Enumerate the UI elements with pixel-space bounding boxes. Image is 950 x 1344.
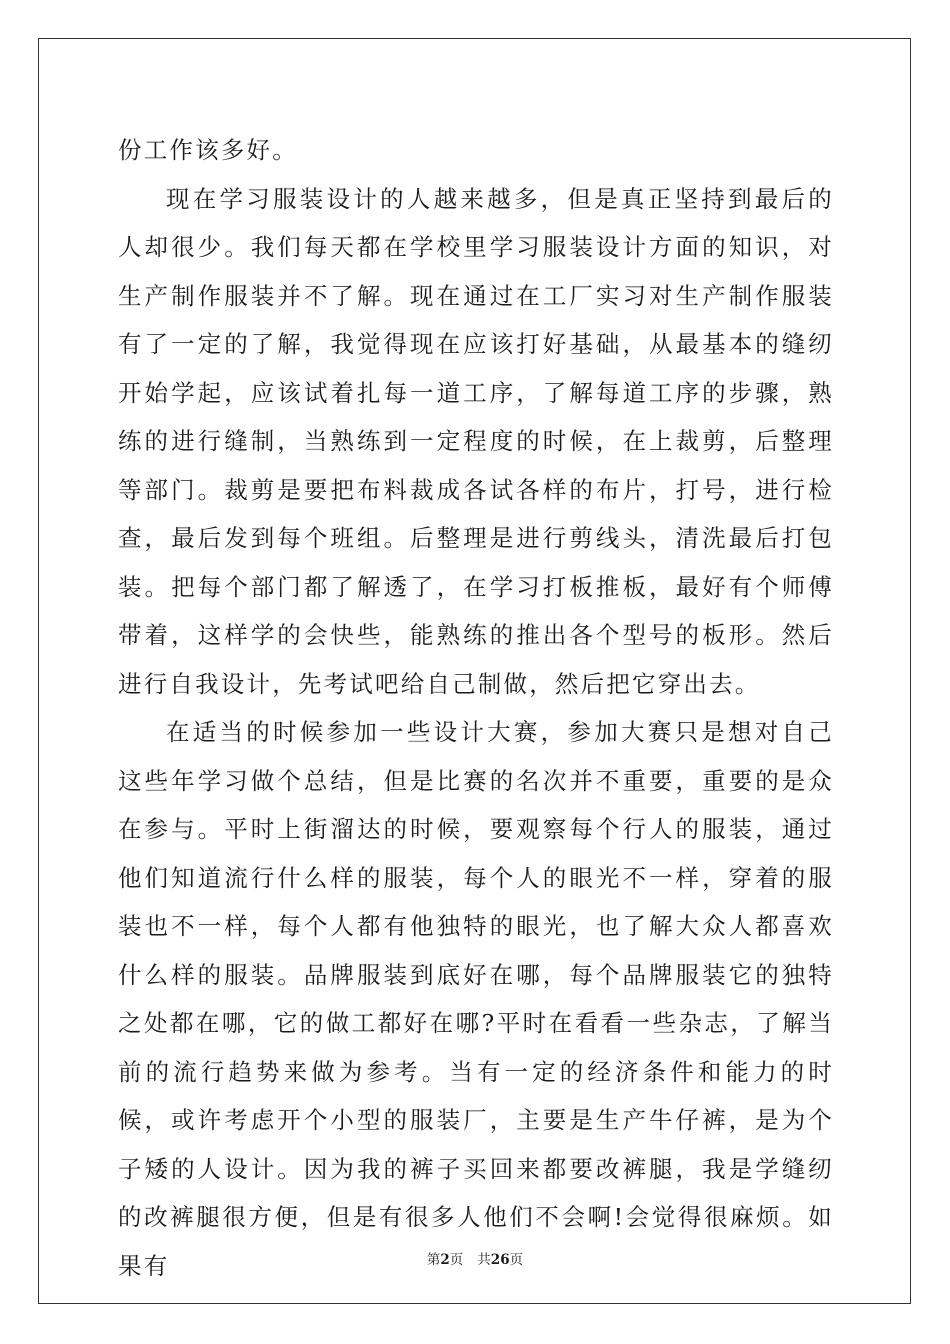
page-suffix: 页 bbox=[449, 1252, 464, 1268]
page-number: 2 bbox=[440, 1252, 450, 1268]
paragraph-2: 现在学习服装设计的人越来越多，但是真正坚持到最后的人却很少。我们每天都在学校里学习服装设计方面的知识，对生产制作服装并不了解。现在通过在工厂实习对生产制作服装有了一定的了解，我觉得现在应该打好基础，从最基本的缝纫开始学起，应该试着扎每一道工序，了解每道工序的步骤，熟练的进行缝制，当熟练到一定程度的时候，在上裁剪，后整理等部门。裁剪是要把布料裁成各试各样的布片，打号，进行检查，最后发到每个班组。后整理是进行剪线头，清洗最后打包装。把每个部门都了解透了，在学习打板推板，最好有个师傅带着，这样学的会快些，能熟练的推出各个型号的板形。然后进行自我设计，先考试吧给自己制做，然后把它穿出去。 bbox=[118, 184, 834, 698]
paragraph-1: 份工作该多好。 bbox=[118, 136, 298, 164]
total-suffix: 页 bbox=[509, 1252, 524, 1268]
total-pages: 26 bbox=[490, 1252, 510, 1268]
document-body bbox=[118, 126, 834, 1290]
page-prefix: 第 bbox=[426, 1252, 441, 1268]
total-prefix: 共 bbox=[477, 1252, 491, 1268]
paragraph-3: 在适当的时候参加一些设计大赛，参加大赛只是想对自己这些年学习做个总结，但是比赛的名次并不重要，重要的是众在参与。平时上街溜达的时候，要观察每个行人的服装，通过他们知道流行什么样的服装，每个人的眼光不一样，穿着的服装也不一样，每个人都有他独特的眼光，也了解大众人都喜欢什么样的服装。品牌服装到底好在哪，每个品牌服装它的独特之处都在哪，它的做工都好在哪?平时在看看一些杂志，了解当前的流行趋势来做为参考。当有一定的经济条件和能力的时候，或许考虑开个小型的服装厂，主要是生产牛仔裤，是为个子矮的人设计。因为我的裤子买回来都要改裤腿，我是学缝纫的改裤腿很方便，但是有很多人他们不会啊!会觉得很麻烦。如果有 bbox=[118, 718, 834, 1280]
page-footer bbox=[0, 1248, 950, 1268]
